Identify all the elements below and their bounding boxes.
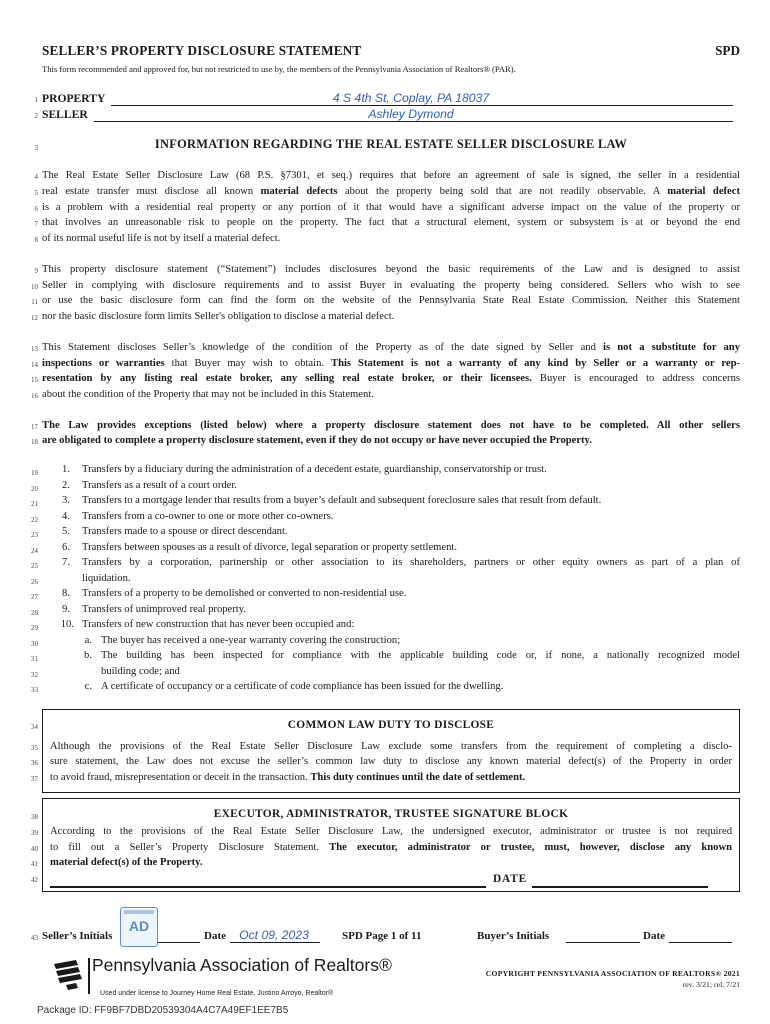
para4-line: are obligated to complete a property disclosure statement, even if they do not occupy or have never occupied the Property.	[42, 435, 592, 446]
common-law-line: sure statement, the Law does not excuse the seller’s common law duty to disclose any known material defect(s) of the Property in order	[50, 756, 732, 767]
line-number: 4	[34, 173, 38, 181]
para2-line: Seller in complying with disclosure requirements and to assist Buyer in evaluating the property being considered. Sellers who wish to see	[42, 280, 740, 291]
property-underline	[111, 105, 733, 106]
line-number: 2	[34, 112, 38, 120]
buyer-initials-label: Buyer’s Initials	[477, 930, 550, 942]
common-law-line: Although the provisions of the Real Estate Seller Disclosure Law exclude some transfers from the requirement of completing a disclo-	[50, 741, 732, 752]
list-number: 3.	[62, 495, 70, 506]
executor-line: to fill out a Seller’s Property Disclosure Statement. The executor, administrator or trustee, must, however, disclose any known	[50, 842, 732, 853]
executor-title: EXECUTOR, ADMINISTRATOR, TRUSTEE SIGNATURE BLOCK	[213, 808, 569, 820]
buyer-date-label: Date	[643, 930, 665, 942]
para1-line: that involves an unreasonable risk to people on the property. The fact that a structural element, system or subsystem is at or beyond the end	[42, 217, 740, 228]
list-number: 6.	[62, 542, 70, 553]
list-item: Transfers made to a spouse or direct descendant.	[82, 526, 288, 537]
seller-date-field[interactable]: Oct 09, 2023	[239, 928, 309, 942]
line-number: 17	[31, 423, 38, 431]
line-number: 37	[31, 775, 38, 783]
para3-line: This Statement discloses Seller’s knowledge of the condition of the Property as of the date signed by Seller and is not a substitute for any	[42, 342, 740, 353]
para4-line: The Law provides exceptions (listed below) where a property disclosure statement does not have to be completed. All other sellers	[42, 420, 740, 431]
para2-line: or use the basic disclosure form can find the form on the website of the Pennsylvania State Real Estate Commission. Neither this Statement	[42, 295, 740, 306]
par-logo-icon	[52, 958, 84, 992]
list-number: 4.	[62, 511, 70, 522]
seller-initials-stamp[interactable]	[120, 907, 158, 947]
line-number: 36	[31, 759, 38, 767]
line-number: 42	[31, 876, 38, 884]
logo-divider	[88, 958, 90, 994]
executor-date-label: DATE	[493, 873, 528, 885]
sub-list-letter: b.	[84, 650, 92, 661]
common-law-line: to avoid fraud, misrepresentation or deceit in the transaction. This duty continues until the date of settlement.	[50, 772, 526, 783]
line-number: 39	[31, 829, 38, 837]
seller-date-line	[230, 942, 320, 943]
para1-line: The Real Estate Seller Disclosure Law (68 P.S. §7301, et seq.) requires that before an agreement of sale is signed, the seller in a residential	[42, 170, 740, 181]
line-number: 5	[34, 189, 38, 197]
sub-list-item: The buyer has received a one-year warranty covering the construction;	[101, 635, 401, 646]
page-indicator: SPD Page 1 of 11	[342, 930, 422, 942]
para2-line: nor the basic disclosure form limits Seller's obligation to disclose a material defect.	[42, 311, 395, 322]
form-code: SPD	[715, 43, 740, 58]
line-number: 25	[31, 562, 38, 570]
sub-list-item: The building has been inspected for compliance with the applicable building code or, if none, a nationally recognized model	[101, 650, 740, 661]
seller-label: SELLER	[42, 108, 88, 121]
line-number: 20	[31, 485, 38, 493]
line-number: 24	[31, 547, 38, 555]
sub-list-continuation: building code; and	[101, 666, 180, 677]
line-number: 13	[31, 345, 38, 353]
list-item: Transfers of unimproved real property.	[82, 604, 246, 615]
list-item: Transfers of a property to be demolished or converted to non-residential use.	[82, 588, 407, 599]
executor-date-line[interactable]	[532, 886, 708, 888]
line-number: 1	[34, 96, 38, 104]
line-number: 3	[34, 144, 38, 152]
line-number: 16	[31, 392, 38, 400]
package-id: Package ID: FF9BF7DBD20539304A4C7A49EF1EE7B5	[37, 1005, 289, 1016]
org-name: Pennsylvania Association of Realtors®	[92, 955, 392, 975]
line-number: 26	[31, 578, 38, 586]
line-number: 41	[31, 860, 38, 868]
para3-line: inspections or warranties that Buyer may wish to obtain. This Statement is not a warranty of any kind by Seller or a warranty or rep-	[42, 358, 741, 369]
list-item: Transfers of new construction that has never been occupied and:	[82, 619, 355, 630]
line-number: 43	[31, 934, 38, 942]
stamp-header-bar	[124, 910, 154, 914]
line-number: 22	[31, 516, 38, 524]
copyright-text: COPYRIGHT PENNSYLVANIA ASSOCIATION OF REALTORS® 2021	[485, 969, 740, 978]
para2-line: This property disclosure statement (“Statement”) includes disclosures beyond the basic requirements of the Law and is designed to assist	[42, 264, 740, 275]
buyer-initials-line[interactable]	[566, 942, 640, 943]
line-number: 38	[31, 813, 38, 821]
form-title: SELLER’S PROPERTY DISCLOSURE STATEMENT	[42, 43, 362, 58]
line-number: 19	[31, 469, 38, 477]
list-item-continuation: liquidation.	[82, 573, 131, 584]
line-number: 14	[31, 361, 38, 369]
line-number: 21	[31, 500, 38, 508]
line-number: 33	[31, 686, 38, 694]
line-number: 11	[31, 298, 38, 306]
line-number: 27	[31, 593, 38, 601]
line-number: 8	[34, 236, 38, 244]
line-number: 7	[34, 220, 38, 228]
sub-list-letter: c.	[84, 681, 92, 692]
para1-line: real estate transfer must disclose all known material defects about the property being sold that are not readily observable. A material defect	[42, 186, 740, 197]
seller-initials-label: Seller’s Initials	[42, 930, 113, 942]
license-text: Used under license to Journey Home Real Estate, Justino Arroyo, Realtor®	[100, 990, 334, 997]
line-number: 12	[31, 314, 38, 322]
common-law-title: COMMON LAW DUTY TO DISCLOSE	[287, 719, 495, 731]
line-number: 30	[31, 640, 38, 648]
para3-line: resentation by any listing real estate broker, any selling real estate broker, or their licensees. Buyer is encouraged to address concerns	[42, 373, 740, 384]
line-number: 23	[31, 531, 38, 539]
list-number: 2.	[62, 480, 70, 491]
list-item: Transfers to a mortgage lender that results from a buyer’s default and subsequent foreclosure sales that result from default.	[82, 495, 602, 506]
property-field[interactable]: 4 S 4th St, Coplay, PA 18037	[332, 91, 490, 105]
line-number: 28	[31, 609, 38, 617]
list-item: Transfers by a corporation, partnership or other association to its shareholders, partners or other equity owners as part of a plan of	[82, 557, 740, 568]
line-number: 15	[31, 376, 38, 384]
section-heading: INFORMATION REGARDING THE REAL ESTATE SELLER DISCLOSURE LAW	[154, 137, 628, 151]
seller-initials-value: AD	[128, 918, 150, 934]
sub-list-letter: a.	[84, 635, 92, 646]
line-number: 29	[31, 624, 38, 632]
list-number: 7.	[62, 557, 70, 568]
seller-field[interactable]: Ashley Dymond	[368, 107, 454, 121]
executor-line: According to the provisions of the Real Estate Seller Disclosure Law, the undersigned executor, administrator or trustee is not required	[50, 826, 732, 837]
list-item: Transfers between spouses as a result of divorce, legal separation or property settlement.	[82, 542, 457, 553]
line-number: 18	[31, 438, 38, 446]
line-number: 32	[31, 671, 38, 679]
executor-signature-line[interactable]	[50, 886, 486, 888]
list-number: 5.	[62, 526, 70, 537]
list-number: 8.	[62, 588, 70, 599]
list-number: 10.	[60, 619, 74, 630]
buyer-date-line[interactable]	[669, 942, 732, 943]
property-label: PROPERTY	[42, 92, 106, 105]
line-number: 34	[31, 723, 38, 731]
line-number: 40	[31, 845, 38, 853]
seller-date-label: Date	[204, 930, 226, 942]
list-item: Transfers by a fiduciary during the administration of a decedent estate, guardianship, conservatorship or trust.	[82, 464, 547, 475]
para3-line: about the condition of the Property that may not be included in this Statement.	[42, 389, 374, 400]
line-number: 6	[34, 205, 38, 213]
line-number: 9	[34, 267, 38, 275]
seller-underline	[94, 121, 733, 122]
para1-line: is a problem with a residential real property or any portion of it that would have a significant adverse impact on the value of the property or	[42, 202, 740, 213]
list-item: Transfers from a co-owner to one or more other co-owners.	[82, 511, 334, 522]
line-number: 35	[31, 744, 38, 752]
para1-line: of its normal useful life is not by itself a material defect.	[42, 233, 281, 244]
line-number: 31	[31, 655, 38, 663]
list-number: 1.	[62, 464, 70, 475]
sub-list-item: A certificate of occupancy or a certificate of code compliance has been issued for the dwelling.	[101, 681, 504, 692]
list-number: 9.	[62, 604, 70, 615]
line-number: 10	[31, 283, 38, 291]
revision-text: rev. 3/21; rel. 7/21	[682, 980, 740, 989]
list-item: Transfers as a result of a court order.	[82, 480, 237, 491]
executor-line: material defect(s) of the Property.	[50, 857, 203, 868]
form-subtitle: This form recommended and approved for, but not restricted to use by, the members of the Pennsylvania Association of Realtors® (PAR).	[42, 64, 516, 74]
